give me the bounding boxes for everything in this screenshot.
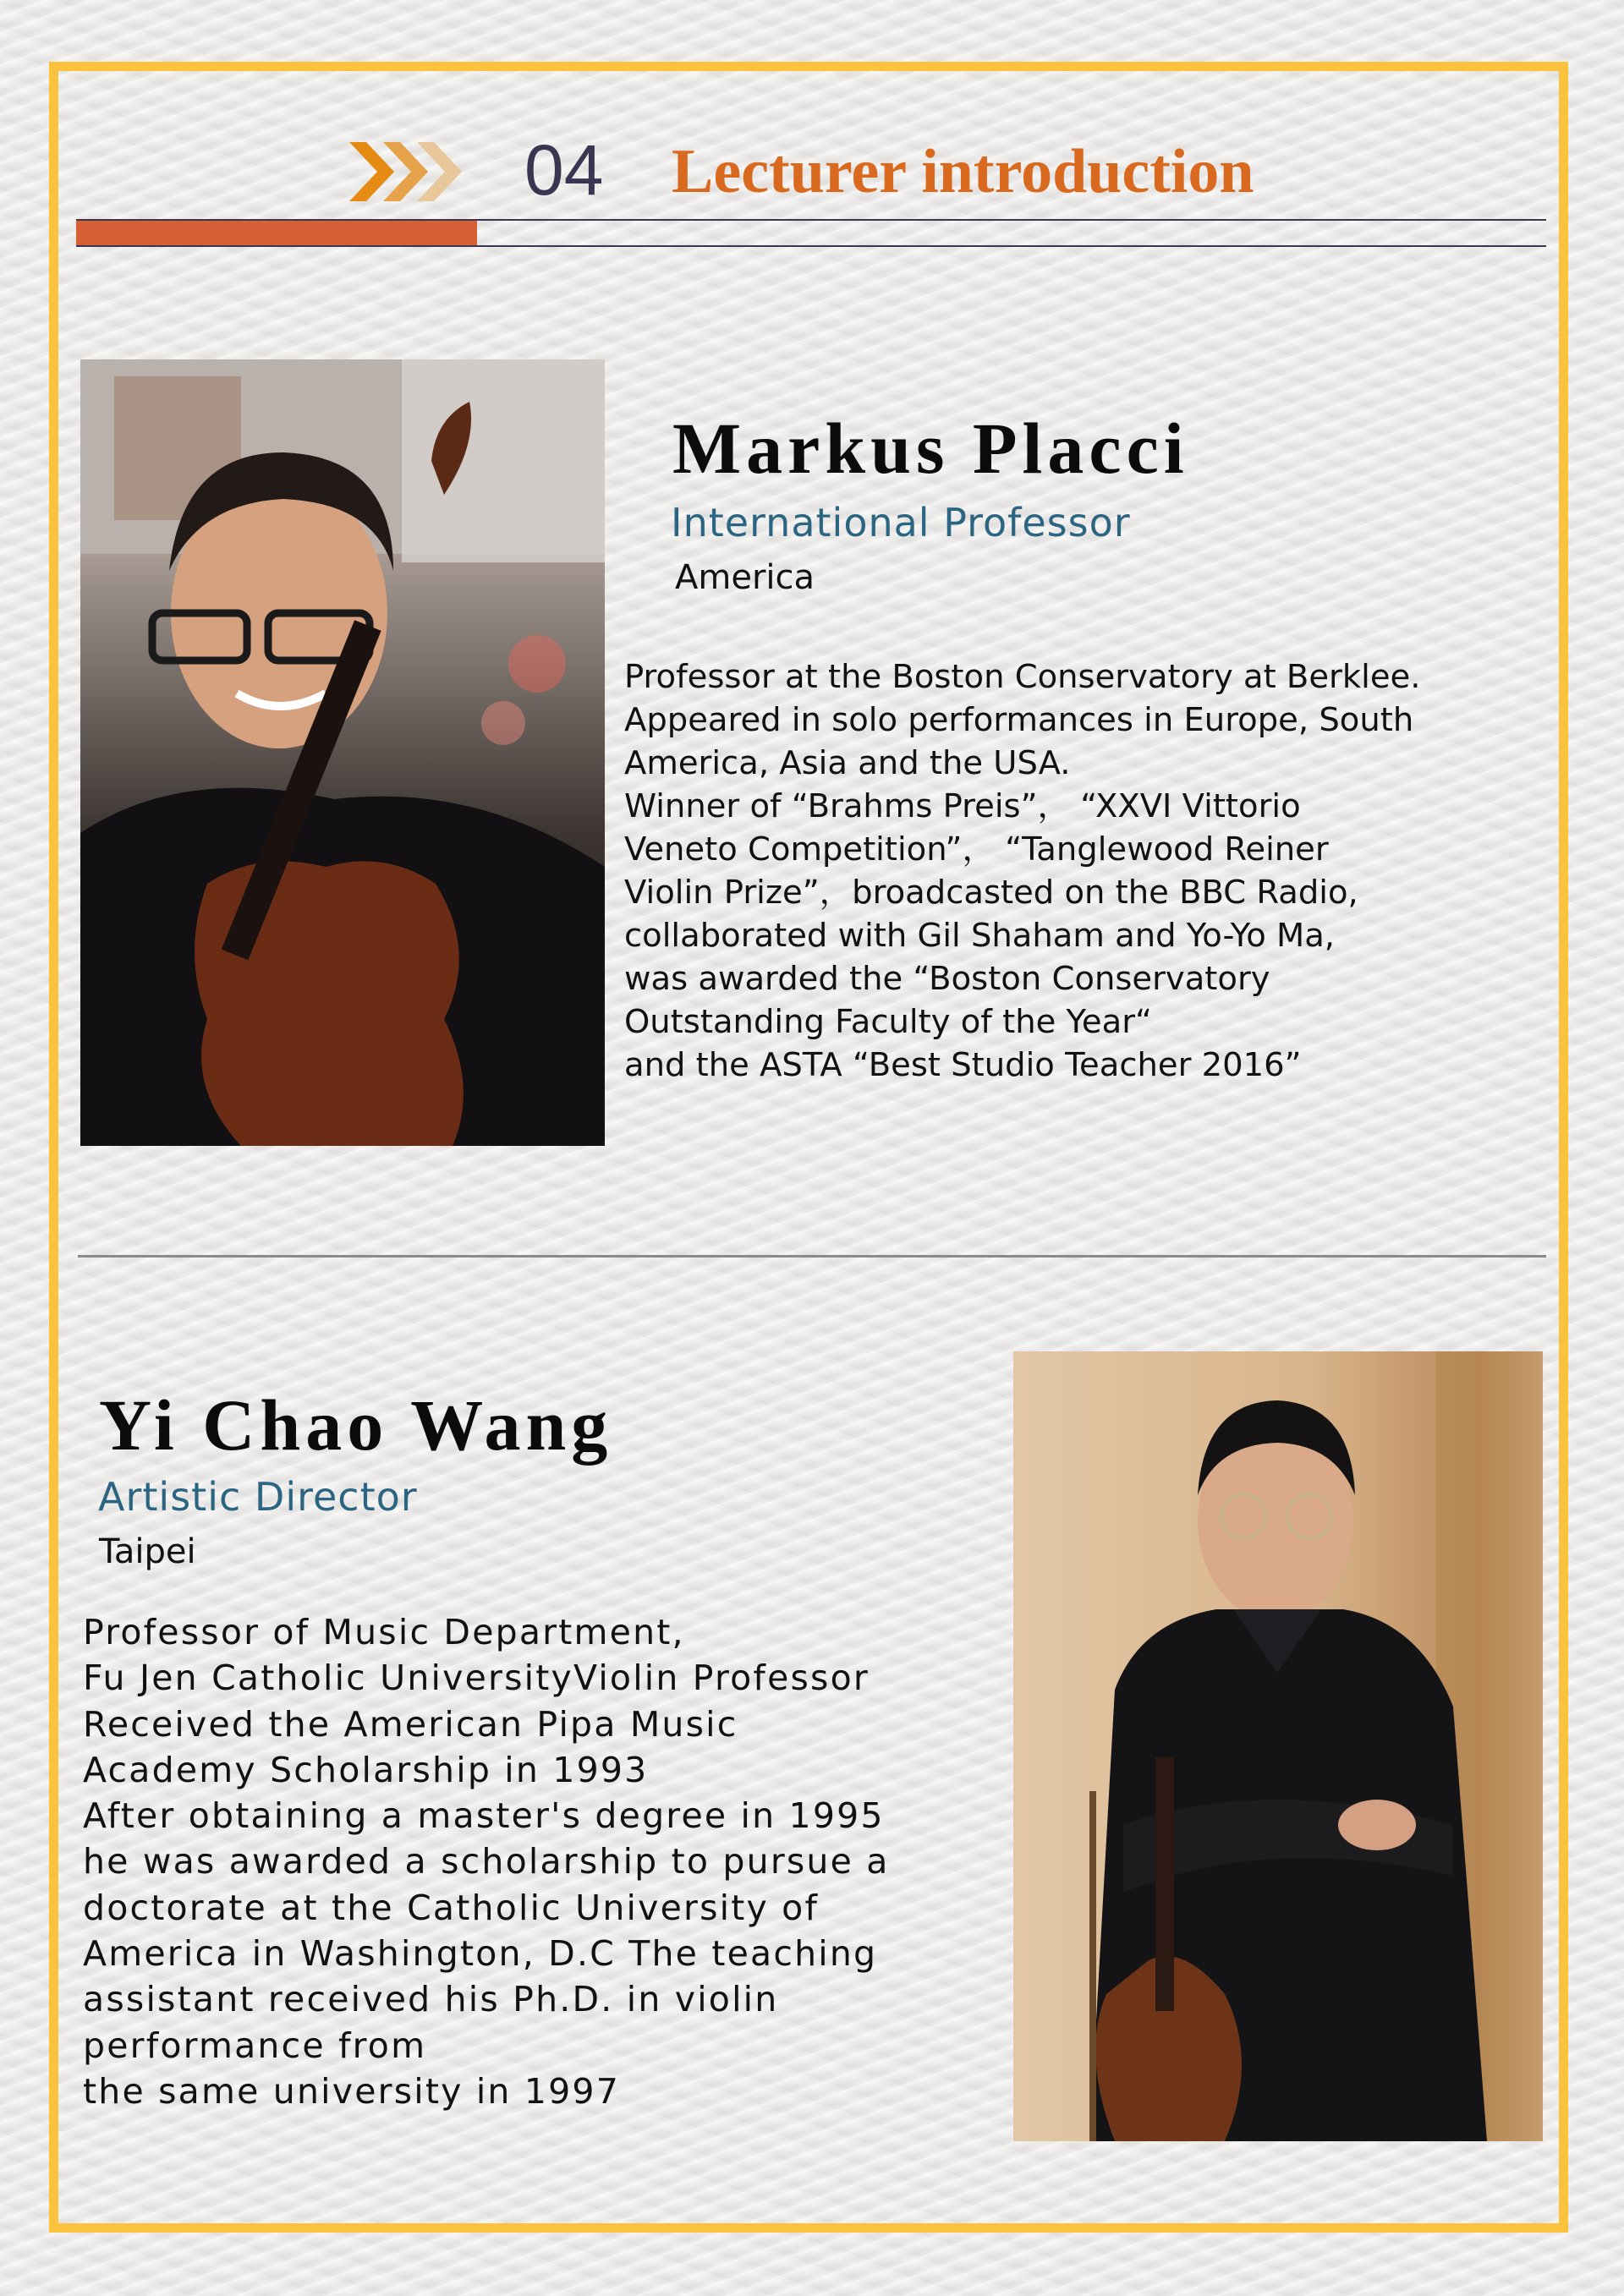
lecturer-bio bbox=[624, 655, 1420, 1087]
bio-line: Professor of Music Department, bbox=[83, 1612, 685, 1652]
bio-line: After obtaining a master's degree in 1995 bbox=[83, 1795, 885, 1837]
lecturer-name: Markus Placci bbox=[672, 408, 1189, 489]
lecturer-photo-markus-placci bbox=[80, 359, 605, 1146]
header-accent-bar bbox=[76, 221, 477, 245]
bio-line: and the ASTA “Best Studio Teacher 2016” bbox=[624, 1046, 1302, 1084]
bio-line: was awarded the “Boston Conservatory bbox=[624, 960, 1270, 998]
bio-line: performance from bbox=[83, 2025, 427, 2066]
bio-line: Appeared in solo performances in Europe, South bbox=[624, 701, 1414, 739]
bio-line: doctorate at the Catholic University of bbox=[83, 1887, 820, 1928]
bio-line: Violin Prize”，broadcasted on the BBC Radio, bbox=[624, 874, 1358, 912]
lecturer-location: Taipei bbox=[99, 1532, 196, 1571]
bio-line: America, Asia and the USA. bbox=[624, 744, 1071, 782]
section-number: 04 bbox=[524, 130, 604, 210]
bio-line: assistant received his Ph.D. in violin bbox=[83, 1979, 779, 2020]
lecturer-location: America bbox=[675, 558, 815, 597]
bio-line: collaborated with Gil Shaham and Yo-Yo Ma, bbox=[624, 917, 1336, 955]
bio-line: the same university in 1997 bbox=[83, 2070, 620, 2112]
lecturer-photo-yi-chao-wang bbox=[1013, 1351, 1543, 2141]
section-title: Lecturer introduction bbox=[672, 137, 1254, 206]
lecturer-bio bbox=[83, 1609, 890, 2114]
bio-line: Received the American Pipa Music bbox=[83, 1703, 738, 1745]
bio-line: America in Washington, D.C The teaching bbox=[83, 1933, 878, 1975]
lecturer-name: Yi Chao Wang bbox=[99, 1384, 613, 1466]
bio-line: Veneto Competition”， “Tanglewood Reiner bbox=[624, 830, 1329, 869]
bio-line: he was awarded a scholarship to pursue a bbox=[83, 1841, 890, 1882]
bio-line: Academy Scholarship in 1993 bbox=[83, 1749, 649, 1790]
triple-chevron-right-icon bbox=[345, 134, 480, 210]
lecturer-role: Artistic Director bbox=[98, 1474, 418, 1520]
bio-line: Winner of “Brahms Preis”， “XXVI Vittorio bbox=[624, 787, 1301, 825]
header-rule-bottom bbox=[76, 245, 1546, 247]
bio-line: Professor at the Boston Conservatory at Berklee. bbox=[624, 658, 1421, 696]
section-header bbox=[345, 127, 1445, 220]
lecturer-role: International Professor bbox=[671, 500, 1131, 545]
section-divider bbox=[78, 1255, 1546, 1258]
bio-line: Fu Jen Catholic UniversityViolin Professor bbox=[83, 1658, 870, 1699]
bio-line: Outstanding Faculty of the Year“ bbox=[624, 1003, 1152, 1041]
